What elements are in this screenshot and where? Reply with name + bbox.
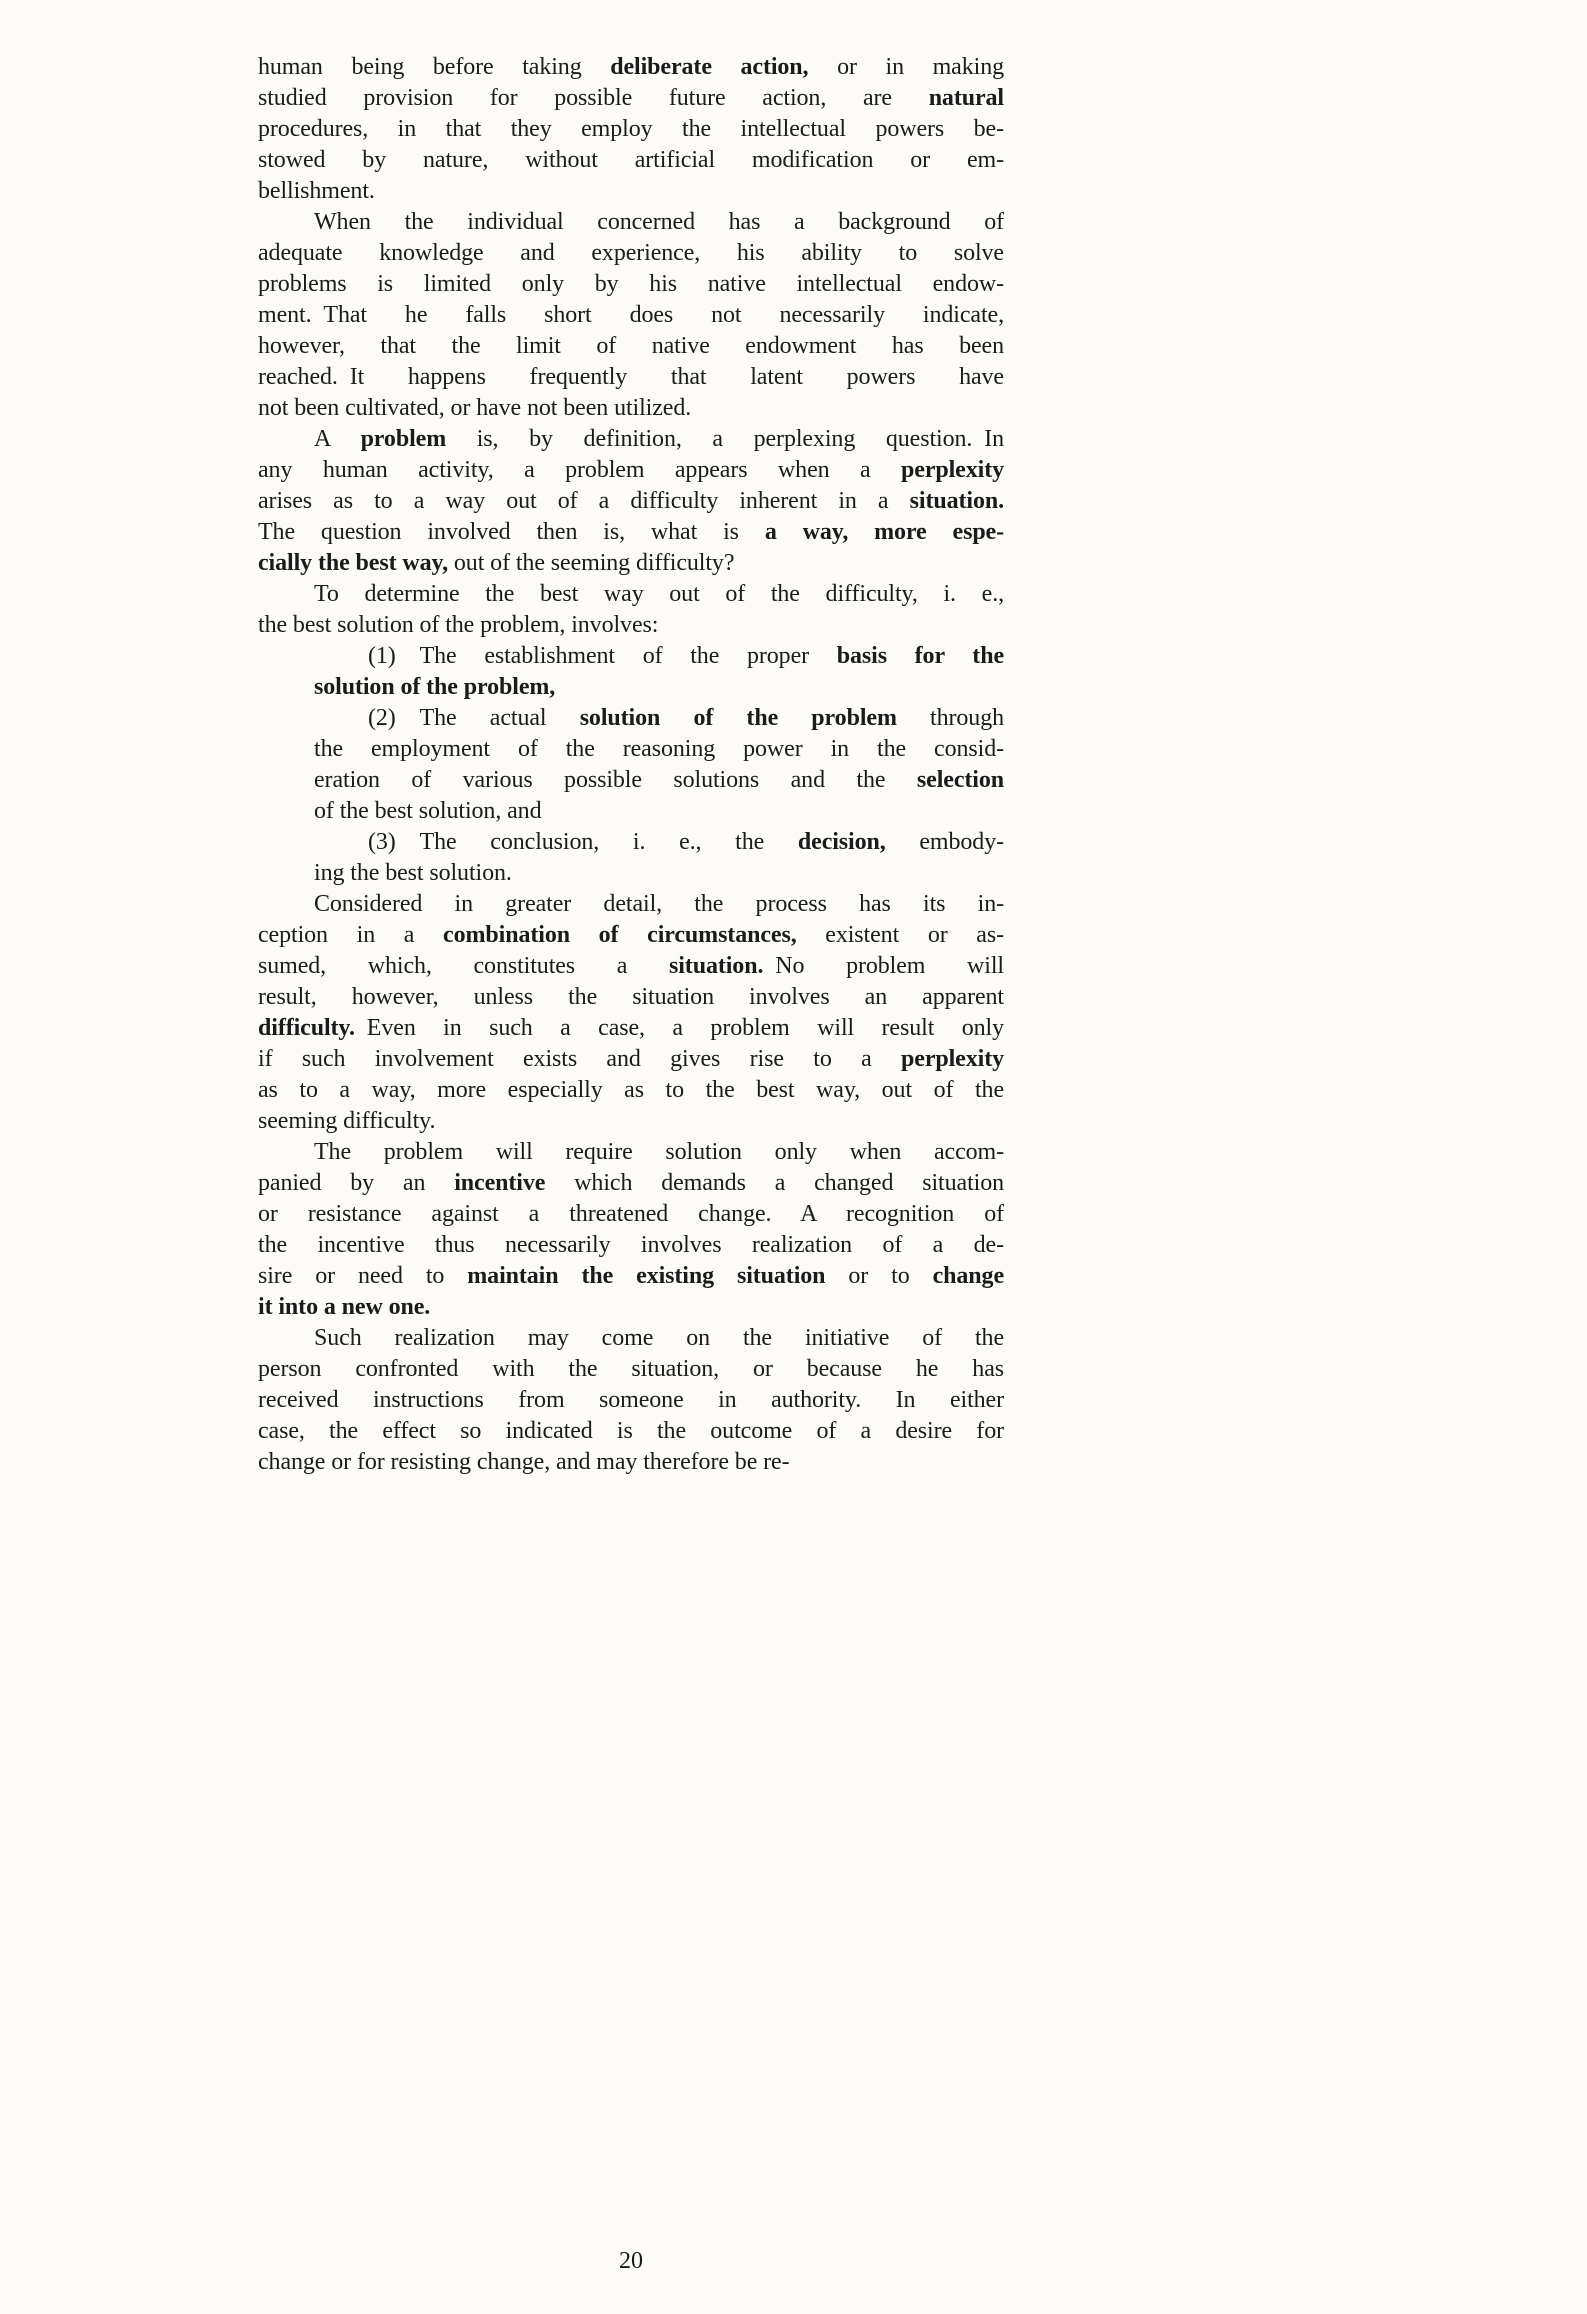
text-line: sumed, which, constitutes a situation. No problem will [258, 953, 1004, 979]
bold-term: a way, more espe- [764, 519, 1004, 545]
text-line: Considered in greater detail, the process has its in- [314, 891, 1004, 917]
paragraph [258, 1323, 1004, 1478]
text-line: arises as to a way out of a difficulty inherent in a situation. [258, 488, 1004, 514]
text-line [258, 672, 1004, 703]
text-line: (2) The actual solution of the problem through [368, 705, 1004, 731]
text-line: studied provision for possible future action, are natural [258, 85, 1004, 111]
bold-term: natural [928, 85, 1004, 111]
text-line: difficulty. Even in such a case, a problem will result only [258, 1015, 1004, 1041]
text-line: if such involvement exists and gives rise to a perplexity [258, 1046, 1004, 1072]
bold-term: decision, [797, 829, 886, 855]
text-line: ing the best solution. [314, 860, 512, 886]
text-line: Such realization may come on the initiative of the [314, 1325, 1004, 1351]
paragraph [258, 424, 1004, 579]
text-line [258, 1292, 1004, 1323]
bold-term: situation. [909, 488, 1004, 514]
text-line: panied by an incentive which demands a changed situation [258, 1170, 1004, 1196]
text-line: When the individual concerned has a background of [314, 209, 1004, 235]
text-line: To determine the best way out of the difficulty, i. e., [314, 581, 1004, 607]
text-line: result, however, unless the situation involves an apparent [258, 984, 1004, 1010]
text-line: the incentive thus necessarily involves realization of a de- [258, 1232, 1004, 1258]
text-line: or resistance against a threatened change. A recognition of [258, 1201, 1004, 1227]
paragraph [258, 1137, 1004, 1323]
text-line: ception in a combination of circumstances, existent or as- [258, 922, 1004, 948]
bold-term: change [932, 1263, 1004, 1289]
paragraph [258, 641, 1004, 703]
paragraph [258, 207, 1004, 424]
text-line: change or for resisting change, and may therefore be re- [258, 1449, 790, 1475]
text-line: bellishment. [258, 178, 375, 204]
bold-term: deliberate action, [610, 54, 809, 80]
bold-term: maintain the existing situation [467, 1263, 826, 1289]
text-line: (1) The establishment of the proper basis for the [368, 643, 1004, 669]
paragraph [258, 52, 1004, 207]
text-line: eration of various possible solutions and the selection [314, 767, 1004, 793]
bold-term: selection [916, 767, 1004, 793]
bold-term: perplexity [901, 1046, 1004, 1072]
text-line: received instructions from someone in authority. In either [258, 1387, 1004, 1413]
text-line: human being before taking deliberate action, or in making [258, 54, 1004, 80]
text-line: not been cultivated, or have not been utilized. [258, 395, 692, 421]
bold-term: solution of the problem [579, 705, 897, 731]
text-line: ment. That he falls short does not necessarily indicate, [258, 302, 1004, 328]
text-line: A problem is, by definition, a perplexing question. In [314, 426, 1004, 452]
paragraph [258, 827, 1004, 889]
text-line: sire or need to maintain the existing situation or to change [258, 1263, 1004, 1289]
text-line: adequate knowledge and experience, his ability to solve [258, 240, 1004, 266]
bold-term: situation. [669, 953, 764, 979]
bold-term: incentive [454, 1170, 546, 1196]
text-line: as to a way, more especially as to the best way, out of the [258, 1077, 1004, 1103]
paragraph [258, 889, 1004, 1137]
bold-term: perplexity [901, 457, 1004, 483]
text-line: problems is limited only by his native intellectual endow- [258, 271, 1004, 297]
bold-term: cially the best way, [258, 550, 448, 576]
text-line: of the best solution, and [314, 798, 542, 824]
bold-term: it into a new one. [258, 1294, 431, 1320]
text-line: reached. It happens frequently that latent powers have [258, 364, 1004, 390]
text-line: (3) The conclusion, i. e., the decision, embody- [368, 829, 1004, 855]
text-line: The question involved then is, what is a way, more espe- [258, 519, 1004, 545]
paragraph [258, 579, 1004, 641]
bold-term: combination of circumstances, [443, 922, 797, 948]
bold-term: basis for the [836, 643, 1004, 669]
bold-term: solution of the problem, [314, 674, 556, 700]
text-line: any human activity, a problem appears when a perplexity [258, 457, 1004, 483]
text-line: however, that the limit of native endowment has been [258, 333, 1004, 359]
page-number: 20 [619, 2248, 643, 2274]
text-line: person confronted with the situation, or because he has [258, 1356, 1004, 1382]
text-line: stowed by nature, without artificial modification or em- [258, 147, 1004, 173]
text-line: procedures, in that they employ the intellectual powers be- [258, 116, 1004, 142]
bold-term: difficulty. [258, 1015, 355, 1041]
text-line: the employment of the reasoning power in the consid- [314, 736, 1004, 762]
paragraph [258, 703, 1004, 827]
text-line: seeming difficulty. [258, 1108, 436, 1134]
text-block [258, 52, 1004, 1478]
text-line: The problem will require solution only when accom- [314, 1139, 1004, 1165]
text-line: cially the best way, out of the seeming difficulty? [258, 550, 735, 576]
text-line: the best solution of the problem, involves: [258, 612, 659, 638]
text-line: case, the effect so indicated is the outcome of a desire for [258, 1418, 1004, 1444]
bold-term: problem [360, 426, 447, 452]
